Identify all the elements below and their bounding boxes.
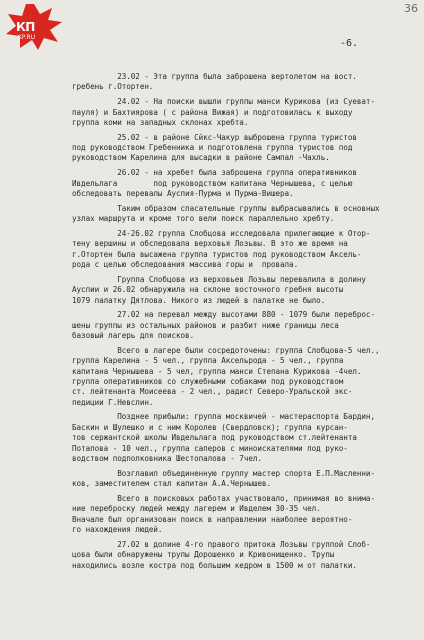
paragraph: Возглавил объединенную группу мастер спорта Е.П.Масленни- ков, заместителем стал капитан А.А.Чернышев.	[72, 468, 375, 489]
paragraph: Группа Слобцова из верховьев Лозьвы перевалила в долину Ауспии и 26.02 обнаружила на склоне восточного гребня высоты 1079 палатку Дятлова. Никого из людей в палатке не было.	[72, 274, 366, 305]
logo-line1: КП	[16, 20, 35, 34]
paragraph: 25.02 - в районе Сйкс-Чакур выброшена группа туристов под руководством Гребенника и подготовлена группа туристов под руководством Карелина для высадки в районе Сампал -Чахль.	[72, 132, 357, 163]
paragraph: Позднее прибыли: группа москвичей - мастераспорта Бардин, Баскин и Шулешко и с ним Королев (Свердловск); группа курсан- тов сержантской школы Ивдельлага под руководством ст.лейтенанта Потапова - 10 чел., группа саперов с миноискателями под руко- водством подполковника Шестопалова - 7чел.	[72, 412, 375, 464]
paragraph: Таким образом спасательные группы выбрасывались в основных узлах маршрута и кроме того вели поиск параллельно хребту.	[72, 203, 380, 224]
logo-line2: KP.RU	[18, 34, 36, 41]
paragraph: 27.02 на перевал между высотами 880 - 1079 были переброс- шены группы из остальных районов и разбит ниже границы леса базовый лагерь для поисков.	[72, 310, 375, 341]
paragraph: 26.02 - на хребет была заброшена группа оперативников Ивдельлага под руководством капитана Чернышева, с целью обследовать перевалы Ауспия-Пурма и Пурма-Вишера.	[72, 168, 357, 198]
paragraph: 24-26.02 группа Слобцова исследовала прилегающие к Отор- тену вершины и обследовала верховья Лозьвы. В это же время на г.Отортен была высажена группа туристов под руководством Аксель- рода с целью обследования массива горы и провала.	[72, 228, 371, 269]
page-number: -6.	[340, 38, 359, 49]
paragraph: Всего в лагере были сосредоточены: группа Слобцова-5 чел., группа Карелина - 5 чел., группа Аксельрода - 5 чел., группа капитана Чернышева - 5 чел, группа манси Степана Курикова -4чел. группа оперативников со служебными собаками под руководством ст. лейтенанта Моисеева - 2 чел., радист Северо-Уральской экс- педиции Г.Невслин.	[72, 345, 380, 407]
paragraph: 23.02 - Эта группа была заброшена вертолетом на вост. гребень г.Отортен.	[72, 72, 357, 92]
typed-text-body	[72, 72, 416, 575]
sheet-number: 36	[404, 2, 418, 15]
paragraph: Всего в поисковых работах участвовало, принимая во внима- ние переброску людей между лагерем и Ивделем 30-35 чел. Вначале был организован поиск в направлении наиболее вероятно- го нахождения людей.	[72, 493, 375, 535]
paragraph: 27.02 в долине 4-го правого притока Лозьвы группой Слоб- цова были обнаружены трупы Дорошенко и Кривонищенко. Трупы находились возле костра под большим кедром в 1500 м от палатки.	[72, 539, 371, 570]
kp-logo	[4, 2, 64, 52]
paragraph: 24.02 - На поиски вышли группы манси Курикова (из Суеват- пауля) и Бахтиярова ( с района Вижая) и подготовилась к выходу группа коми на западных склонах хребта.	[72, 97, 375, 127]
